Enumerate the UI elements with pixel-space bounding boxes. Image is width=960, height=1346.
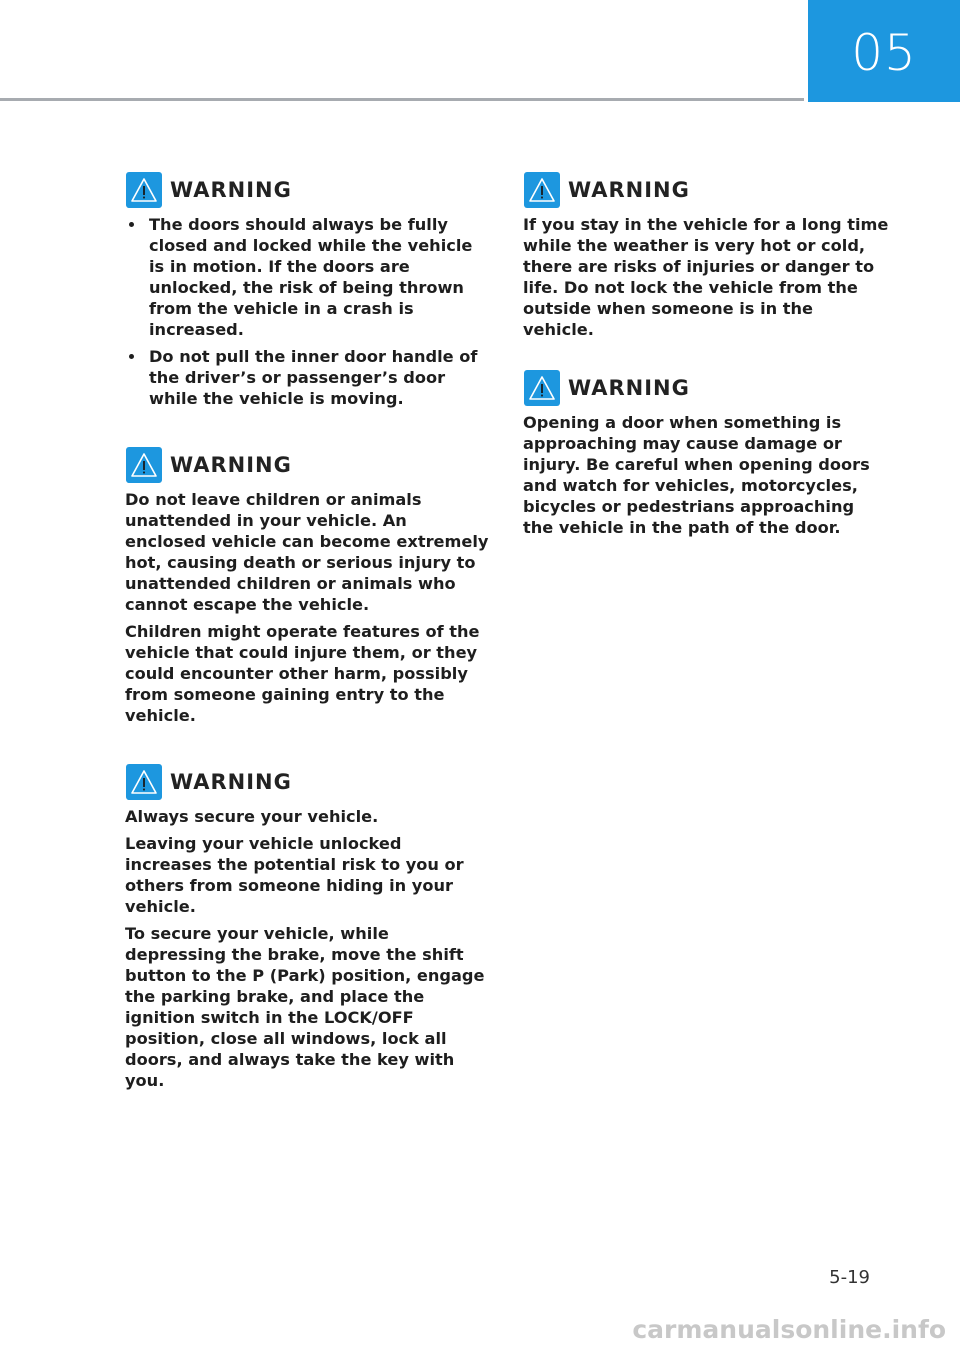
warning-block-opening-door <box>523 370 889 538</box>
warning-block-weather <box>523 172 889 340</box>
warning-paragraph: If you stay in the vehicle for a long time while the weather is very hot or cold, there are risks of injuries or danger to life. Do not lock the vehicle from the outside when someone is in the vehicle. <box>523 215 889 339</box>
warning-triangle-icon <box>524 370 560 406</box>
warning-title: WARNING <box>170 453 292 477</box>
warning-paragraph: To secure your vehicle, while depressing the brake, move the shift button to the P (Park) position, engage the parking brake, and place the ignition switch in the LOCK/OFF position, close all windows, lock all doors, and always take the key with you. <box>125 924 485 1090</box>
warning-header <box>126 172 491 208</box>
warning-header <box>524 172 889 208</box>
warning-triangle-icon <box>126 447 162 483</box>
list-item: The doors should always be fully closed and locked while the vehicle is in motion. If the doors are unlocked, the risk of being thrown from the vehicle in a crash is increased. <box>125 214 491 340</box>
list-item: Do not pull the inner door handle of the driver’s or passenger’s door while the vehicle is moving. <box>125 346 491 409</box>
warning-title: WARNING <box>170 770 292 794</box>
warning-paragraph: Opening a door when something is approaching may cause damage or injury. Be careful when opening doors and watch for vehicles, motorcycles, bicycles or pedestrians approaching the vehicle in the path of the door. <box>523 413 870 537</box>
warning-title: WARNING <box>568 376 690 400</box>
warning-header <box>126 447 491 483</box>
warning-header <box>524 370 889 406</box>
warning-block-doors <box>125 172 491 409</box>
warning-bullet-list <box>125 214 491 409</box>
chapter-tab: 05 <box>808 0 960 102</box>
warning-paragraph: Always secure your vehicle. <box>125 807 379 826</box>
warning-triangle-icon <box>524 172 560 208</box>
warning-triangle-icon <box>126 764 162 800</box>
warning-block-children <box>125 447 491 726</box>
warning-block-secure <box>125 764 491 1091</box>
warning-triangle-icon <box>126 172 162 208</box>
warning-title: WARNING <box>568 178 690 202</box>
header-rule <box>0 98 804 101</box>
page-number: 5-19 <box>829 1267 870 1288</box>
right-column <box>523 172 889 576</box>
warning-paragraph: Children might operate features of the vehicle that could injure them, or they could encounter other harm, possibly from someone gaining entry to the vehicle. <box>125 622 480 725</box>
left-column <box>125 172 491 1129</box>
warning-title: WARNING <box>170 178 292 202</box>
warning-header <box>126 764 491 800</box>
warning-paragraph: Do not leave children or animals unattended in your vehicle. An enclosed vehicle can become extremely hot, causing death or serious injury to unattended children or animals who cannot escape the vehicle. <box>125 490 489 614</box>
warning-paragraph: Leaving your vehicle unlocked increases the potential risk to you or others from someone hiding in your vehicle. <box>125 834 464 916</box>
watermark: carmanualsonline.info <box>632 1315 946 1344</box>
